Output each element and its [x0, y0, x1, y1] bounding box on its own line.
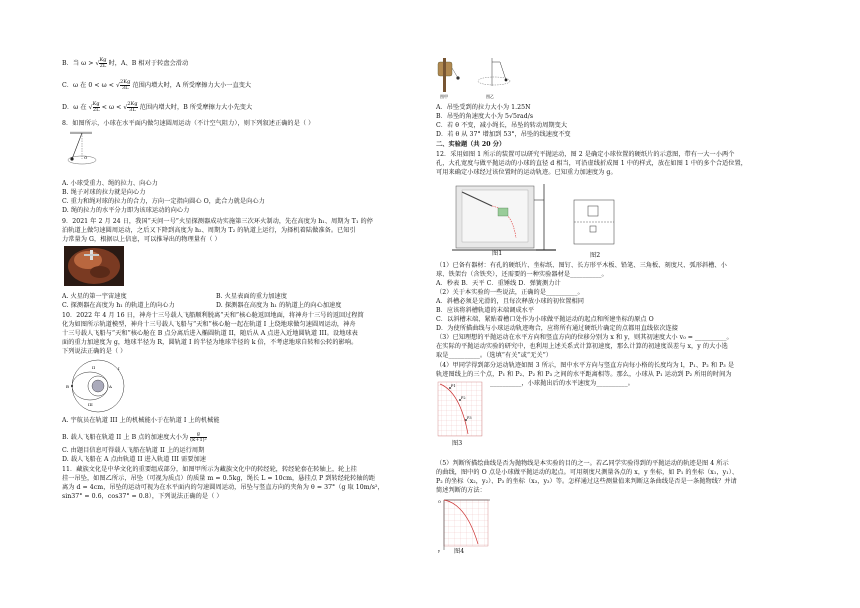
trajectory-figure-3 [436, 380, 486, 447]
option-b-line: B．当 ω > √ $\frac{Kg}{2L}$ 时，A、B 相对于转盘会滑动 [62, 57, 189, 69]
orbit-diagram [62, 356, 132, 414]
fraction: $\frac{g}{\text{(k+1)²}}$ [190, 431, 207, 443]
q8-option-b: B. 绳子对球的拉力就是向心力 [62, 189, 146, 196]
q9-option-d: D. 探测器在高度为 h₁ 的轨道上的向心加速度 [216, 302, 342, 309]
q10-line-4: 面的重力加速度为 g，地球半径为 R，圆轨道 I 的半径为地球半径的 k 倍，不考虑地球自转和公转的影响。 [62, 339, 358, 346]
fraction: $\frac{Kg}{2L}$ [99, 57, 107, 69]
svg-text:I: I [118, 366, 120, 371]
trajectory-figure-4 [436, 496, 492, 554]
figure-4-label: 图4 [454, 548, 465, 555]
figure-3-label: 图3 [452, 440, 463, 447]
q9-option-c: C. 探测器在高度为 h₁ 的轨道上的向心力 [62, 302, 175, 309]
q9-line-2: 泊轨道上做匀速圆周运动，之后又下降到高度为 h₂、周期为 T₂ 的轨道上运行，为择机着陆做准备。已知引 [62, 227, 356, 234]
sub-1-line-1: （1）已备有器材：有孔的硬纸片、坐标纸、图钉、长方形平木板、铅笔、三角板、刻度尺、弧形斜槽、小 [436, 262, 727, 269]
sub-3-line-1: （3）已知理想的平抛运动在水平方向和竖直方向的位移分别为 x 和 y，则其初速度大小 v₀ = __________。 [436, 334, 733, 341]
sub-2-option-a: A．斜槽必须是光滑的，且每次释放小球的初位置相同 [436, 298, 584, 305]
q8-option-c: C. 重力和绳对球的拉力的合力，方向一定指向圆心 O，此合力就是向心力 [62, 198, 265, 205]
option-c-prefix: C． [62, 82, 74, 89]
apparatus-figure-1 [452, 180, 562, 256]
q11-line-4: sin37° = 0.6，cos37° = 0.8），下列说法正确的是（ ） [62, 493, 223, 500]
q11-option-c: C．若 θ 不变，减小绳长，吊坠的转动周期变大 [436, 122, 568, 129]
q11-option-a: A．吊坠受到的拉力大小为 1.25N [436, 104, 531, 111]
svg-text:III: III [88, 402, 93, 407]
sub-3-line-3: 取是__________。（选填“有关”或“无关”） [436, 352, 553, 359]
option-c-line: C．ω 在 0 < ω < √ $\frac{2Kg}{3L}$ 范围内增大时，A 所受摩擦力大小一直变大 [62, 79, 252, 91]
option-b-text: 时，A、B 相对于转盘会滑动 [108, 60, 189, 67]
figure-1-label: 图1 [492, 250, 503, 257]
sub-5-line-1: （5）判断所描绘曲线是否为抛物线是本实验的目的之一。若乙同学实验得到的平抛运动的轨迹是图 4 所示 [436, 460, 729, 467]
svg-text:O: O [438, 500, 441, 504]
q10-line-1: 10．2022 年 4 月 16 日，神舟十三号载人飞船顺利脱离“天和”核心舱返回地面，将神舟十三号的返回过程简 [62, 312, 364, 319]
figure-2-label: 图2 [590, 252, 601, 259]
sub-5-line-3: P₂ 的坐标（x₂，y₂）、P₃ 的坐标（x₃，y₃）等。怎样通过这些测量值来判断这条曲线是否是一条抛物线？并请 [436, 478, 737, 485]
q11-line-2: 挂一吊坠，如图乙所示，吊坠（可视为质点）的质量 m = 0.5kg，绳长 L = 10cm，悬挂点 P 到转经轮转轴的距 [62, 475, 376, 482]
q8-option-d: D. 绳的拉力的水平分力即为该球运动的向心力 [62, 207, 190, 214]
figure-yi-label: 图乙 [486, 94, 494, 99]
q11-line-3: 离为 d = 4cm，吊坠的运动可视为在水平面内的匀速圆周运动，吊坠与竖直方向的夹角为 θ = 37°（g 取 10m/s²， [62, 484, 384, 491]
fraction: $\frac{Kg}{2L}$ [92, 101, 100, 113]
q10-option-c: C. 由题目信息可得载人飞船在轨道 II 上的运行周期 [62, 447, 205, 454]
q9-line-3: 力常量为 G，根据以上信息，可以推导出的物理量有（ ） [62, 236, 221, 243]
svg-text:P1: P1 [451, 384, 456, 388]
q10-option-d: D. 载人飞船在 A 点由轨道 II 进入轨道 III 需要加速 [62, 456, 206, 463]
fraction: $\frac{2Kg}{3L}$ [120, 79, 131, 91]
svg-text:P3: P3 [467, 416, 472, 420]
q9-option-a: A. 火星的第一宇宙速度 [62, 293, 127, 300]
option-d-text: 范围内增大时，B 所受摩擦力大小先变大 [139, 104, 253, 111]
q12-line-3: 可用来确定小球经过该位置时的运动轨迹。已知重力加速度为 g。 [436, 169, 617, 176]
sub-3-line-2: 在实际的平抛运动实验的研究中，也利用上述关系式计算初速度，那么计算的初速度误差与 x，y 的大小选 [436, 343, 728, 350]
q10-line-3: 十三号载人飞船与“天和”核心舱在 B 点分离后进入椭圆轨道 II，随后从 A 点进入近地圆轨道 III。设地球表 [62, 330, 358, 337]
option-d-prefix: D． [62, 104, 74, 111]
svg-text:II: II [92, 365, 96, 370]
q10-option-b [62, 432, 207, 443]
option-d-line: D．ω 在 √ $\frac{Kg}{2L}$ < ω < √ $\frac{2Kg}{3L}$ 范围内增大时，B 所受摩擦力大小先变大 [62, 101, 253, 113]
sub-5-line-2: 的曲线，图中的 O 点是小球做平抛运动的起点。可用刻度尺测量各点的 x，y 坐标，如 P₁ 的坐标（x₁，y₁）、 [436, 469, 739, 476]
sub-2-option-d: D．为使所描曲线与小球运动轨迹吻合，应将所有通过硬纸片确定的点都用直线依次连接 [436, 325, 679, 332]
svg-text:P2: P2 [461, 396, 466, 400]
q10-line-2: 化为如图所示轨道模型，神舟十三号载人飞船与“天和”核心舱一起在轨道 I 上绕地球做匀速圆周运动，神舟 [62, 321, 356, 328]
mars-probe-photo [64, 246, 124, 286]
prayer-wheel-figure [436, 56, 522, 102]
sub-1-options: A．秒表 B．天平 C．重锤线 D．弹簧测力计 [436, 280, 561, 287]
option-c-in: 在 [80, 82, 87, 89]
svg-text:A: A [109, 384, 112, 389]
q9-line-1: 9．2021 年 2 月 24 日，我国“天问一号”火星探测器成功实施第三次环火制动，先在高度为 h₁、周期为 T₁ 的停 [62, 218, 373, 225]
fraction: $\frac{2Kg}{3L}$ [127, 101, 138, 113]
option-d-in: 在 [80, 104, 87, 111]
sub-5-line-4: 简述判断的方法： [436, 487, 486, 494]
sub-2-option-b: B．应该将斜槽轨道的末端调成水平 [436, 307, 535, 314]
option-c-text: 范围内增大时，A 所受摩擦力大小一直变大 [132, 82, 252, 89]
q12-line-1: 12．采用如图 1 所示的装置可以研究平抛运动，图 2 是确定小球位置的硬纸片的示意图，带有一大一小两个 [436, 151, 735, 158]
svg-text:B: B [66, 384, 69, 389]
q11-option-b: B．吊坠的角速度大小为 5√5rad/s [436, 113, 534, 120]
sub-4-line-3: __________，小球抛出后的水平速度为__________。 [490, 380, 634, 387]
q11-line-1: 11．藏族文化是中华文化的重要组成部分，如图甲所示为藏族文化中的转经轮，转经轮套在转轴上，轮上挂 [62, 466, 357, 473]
sub-2-stem: （2）关于本实验的一些说法，正确的是__________。 [436, 289, 584, 296]
svg-text:O: O [84, 155, 88, 160]
sub-4-line-1: （4）甲同学得到部分运动轨迹如图 3 所示，图中水平方向与竖直方向每小格的长度均为 l，P₁、P₂ 和 P₃ 是 [436, 362, 735, 369]
section-2-heading: 二、实验题（共 20 分） [436, 141, 506, 148]
question-8: 8．如图所示，小球在水平面内做匀速圆周运动（不计空气阻力），则下列叙述正确的是（ ） [62, 120, 315, 127]
q12-line-2: 孔，大孔宽度与做平抛运动的小球的直径 d 相当，可沿虚线折成图 1 中的样式，放在如图 1 中的多个合适位置， [436, 160, 748, 167]
q9-option-b: B. 火星表面的重力加速度 [216, 293, 288, 300]
q10-option-a: A. 宇航员在轨道 III 上的机械能小于在轨道 I 上的机械能 [62, 417, 220, 424]
q10-line-5: 下列说法正确的是（ ） [62, 348, 127, 355]
q11-option-d: D．若 θ 从 37° 增加到 53°，吊坠的线速度不变 [436, 131, 571, 138]
sub-4-line-2: 轨迹图线上的三个点，P₁ 和 P₂、P₂ 和 P₃ 之间的水平距离相等。那么，小球从 P₁ 运动到 P₂ 所用的时间为 [436, 371, 732, 378]
q8-option-a: A. 小球受重力、绳的拉力、向心力 [62, 180, 158, 187]
figure-jia-label: 图甲 [440, 94, 448, 99]
cardboard-figure-2 [570, 196, 620, 259]
sub-1-line-2: 球、铁架台（含铁夹），还需要的一种实验器材是__________。 [436, 271, 608, 278]
svg-text:y: y [438, 549, 440, 553]
conical-pendulum-figure [66, 131, 126, 177]
option-b-prefix: B．当 [62, 60, 80, 67]
sub-2-option-c: C．以斜槽末端、紧贴着槽口处作为小球做平抛运动的起点和所建坐标的原点 O [436, 316, 654, 323]
q10-option-b-text: B. 载人飞船在轨道 II 上 B 点的加速度大小为 [62, 434, 189, 441]
